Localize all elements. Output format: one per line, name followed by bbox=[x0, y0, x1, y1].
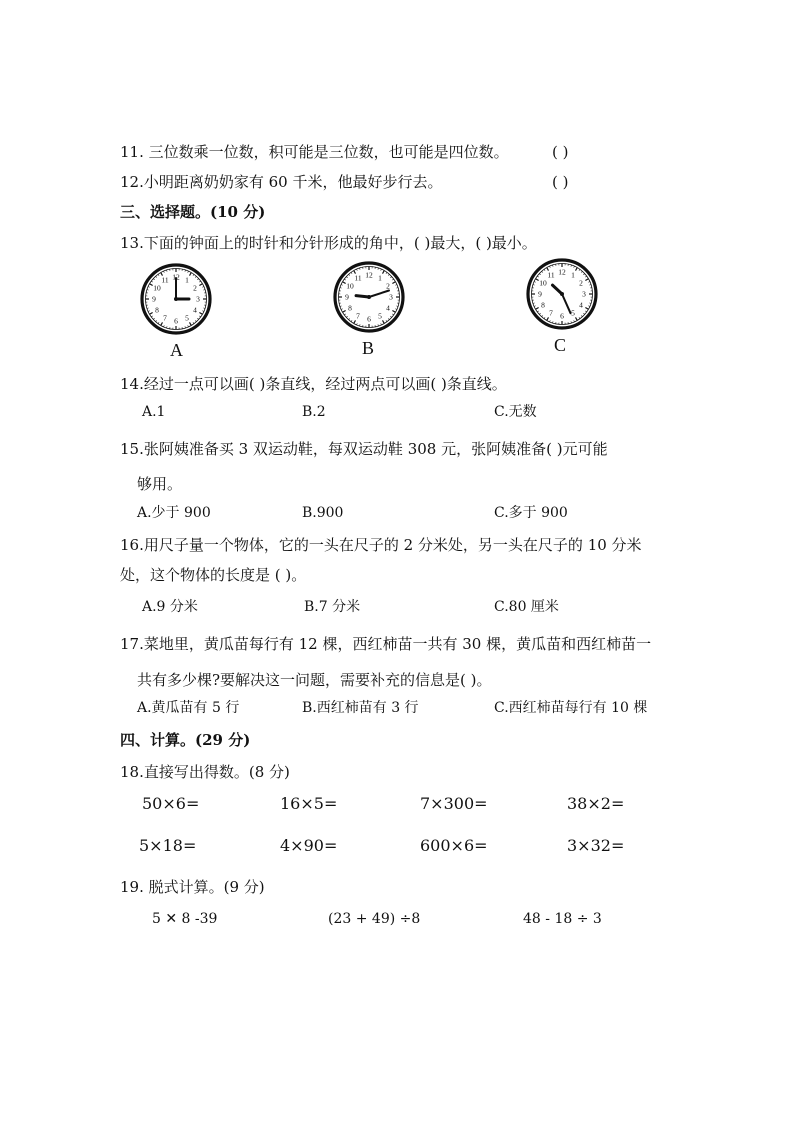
q16-option-c[interactable]: C.80 厘米 bbox=[494, 599, 559, 615]
q19-expression-3: 48 - 18 ÷ 3 bbox=[523, 911, 602, 927]
question-12: 12.小明距离奶奶家有 60 千米，他最好步行去。 bbox=[120, 173, 443, 191]
question-17-line-1: 17.菜地里，黄瓜苗每行有 12 棵，西红柿苗一共有 30 棵，黄瓜苗和西红柿苗一 bbox=[120, 635, 652, 653]
clock-numeral: 4 bbox=[386, 303, 390, 313]
clock-numeral: 2 bbox=[193, 283, 197, 293]
q18-item-1: 50×6= bbox=[142, 794, 200, 813]
clock-tick bbox=[199, 313, 202, 315]
q18-item-3: 7×300= bbox=[420, 794, 488, 813]
clock-tick bbox=[383, 271, 385, 274]
clock-tick bbox=[346, 277, 347, 278]
clock-tick bbox=[581, 271, 582, 272]
clock-c-label: C bbox=[554, 335, 567, 355]
clock-tick bbox=[349, 318, 350, 319]
clock-tick bbox=[539, 274, 540, 275]
clock-numeral: 6 bbox=[174, 316, 178, 326]
q18-item-2: 16×5= bbox=[280, 794, 338, 813]
clock-numeral: 8 bbox=[541, 300, 545, 310]
clock-numeral: 4 bbox=[193, 305, 197, 315]
clock-b-icon bbox=[333, 261, 405, 333]
clock-tick bbox=[197, 318, 198, 319]
clock-tick bbox=[574, 320, 575, 322]
clock-tick bbox=[351, 272, 352, 273]
clock-tick bbox=[542, 271, 543, 272]
clock-numeral: 11 bbox=[354, 273, 362, 283]
clock-tick bbox=[581, 315, 582, 316]
clock-tick bbox=[199, 281, 200, 282]
q17-option-a[interactable]: A.黄瓜苗有 5 行 bbox=[137, 700, 240, 716]
q14-option-a[interactable]: A.1 bbox=[142, 404, 166, 420]
clock-tick bbox=[574, 266, 575, 268]
clock-numeral: 9 bbox=[345, 292, 349, 302]
clock-tick bbox=[190, 273, 192, 276]
clock-numeral: 5 bbox=[378, 311, 382, 321]
clock-tick bbox=[195, 276, 196, 277]
question-13: 13.下面的钟面上的时针和分针形成的角中，( )最大，( )最小。 bbox=[120, 234, 537, 252]
clock-tick bbox=[164, 325, 165, 327]
question-14: 14.经过一点可以画( )条直线，经过两点可以画( )条直线。 bbox=[120, 375, 507, 393]
clock-tick bbox=[583, 274, 584, 275]
clock-center bbox=[174, 297, 178, 301]
clock-tick bbox=[343, 311, 346, 313]
clock-tick bbox=[388, 318, 389, 319]
clock-tick bbox=[193, 322, 194, 323]
q17-option-c[interactable]: C.西红柿苗每行有 10 棵 bbox=[494, 700, 648, 716]
question-17-line-2: 共有多少棵?要解决这一问题，需要补充的信息是( )。 bbox=[137, 671, 492, 689]
clock-tick bbox=[161, 322, 163, 325]
clock-numeral: 5 bbox=[571, 308, 575, 318]
clock-tick bbox=[390, 277, 391, 278]
clock-tick bbox=[341, 309, 343, 310]
question-15-line-1: 15.张阿姨准备买 3 双运动鞋，每双运动鞋 308 元，张阿姨准备( )元可能 bbox=[120, 440, 608, 458]
clock-tick bbox=[386, 320, 387, 321]
clock-tick bbox=[550, 266, 551, 268]
question-16-line-2: 处，这个物体的长度是 ( )。 bbox=[120, 566, 307, 584]
clock-tick bbox=[537, 311, 538, 312]
clock-numeral: 8 bbox=[348, 303, 352, 313]
clock-tick bbox=[190, 322, 192, 325]
q15-option-b[interactable]: B.900 bbox=[302, 505, 344, 521]
question-15-line-2: 够用。 bbox=[137, 475, 183, 493]
clock-tick bbox=[199, 284, 202, 286]
clock-tick bbox=[390, 316, 391, 317]
minute-hand bbox=[369, 291, 389, 297]
clock-tick bbox=[344, 279, 345, 280]
clock-tick bbox=[544, 269, 545, 270]
clock-tick bbox=[197, 279, 198, 280]
clock-numeral: 7 bbox=[163, 313, 167, 323]
clock-numeral: 10 bbox=[539, 278, 547, 288]
clock-tick bbox=[346, 316, 347, 317]
q15-option-c[interactable]: C.多于 900 bbox=[494, 505, 568, 521]
section-3-heading: 三、选择题。(10 分) bbox=[120, 203, 266, 221]
clock-tick bbox=[576, 268, 578, 271]
clock-tick bbox=[357, 323, 358, 325]
clock-tick bbox=[193, 274, 194, 275]
q19-expression-1: 5 ✕ 8 -39 bbox=[152, 911, 218, 927]
clock-numeral: 7 bbox=[549, 308, 553, 318]
q17-option-b[interactable]: B.西红柿苗有 3 行 bbox=[302, 700, 419, 716]
clock-tick bbox=[388, 274, 389, 275]
clock-tick bbox=[583, 313, 584, 314]
clock-tick bbox=[188, 271, 189, 273]
q16-option-a[interactable]: A.9 分米 bbox=[142, 599, 198, 615]
question-18-title: 18.直接写出得数。(8 分) bbox=[120, 763, 290, 781]
clock-tick bbox=[534, 282, 536, 283]
clock-tick bbox=[344, 314, 345, 315]
clock-tick bbox=[576, 317, 578, 320]
clock-numeral: 11 bbox=[547, 270, 555, 280]
clock-tick bbox=[542, 315, 543, 316]
q14-option-c[interactable]: C.无数 bbox=[494, 404, 537, 420]
q18-item-5: 5×18= bbox=[139, 836, 197, 855]
clock-tick bbox=[536, 279, 539, 281]
clock-tick bbox=[148, 287, 150, 288]
clock-numeral: 6 bbox=[367, 314, 371, 324]
clock-numeral: 3 bbox=[196, 294, 200, 304]
clock-tick bbox=[195, 320, 196, 321]
clock-tick bbox=[585, 308, 588, 310]
clock-numeral: 1 bbox=[378, 273, 382, 283]
clock-numeral: 1 bbox=[185, 275, 189, 285]
clock-tick bbox=[158, 274, 159, 275]
clock-tick bbox=[547, 317, 549, 320]
clock-tick bbox=[153, 318, 154, 319]
q16-option-b[interactable]: B.7 分米 bbox=[304, 599, 361, 615]
answer-blank-12[interactable]: ( ) bbox=[552, 173, 569, 191]
clock-tick bbox=[153, 279, 154, 280]
clock-tick bbox=[585, 279, 588, 281]
clock-tick bbox=[349, 274, 350, 275]
clock-center bbox=[367, 295, 371, 299]
clock-tick bbox=[354, 320, 356, 323]
clock-tick bbox=[395, 309, 397, 310]
clock-center bbox=[560, 292, 564, 296]
question-19-title: 19. 脱式计算。(9 分) bbox=[120, 878, 265, 896]
clock-numeral: 8 bbox=[155, 305, 159, 315]
clock-tick bbox=[148, 311, 150, 312]
clock-tick bbox=[585, 311, 586, 312]
clock-tick bbox=[381, 323, 382, 325]
clock-tick bbox=[156, 276, 157, 277]
question-11: 11. 三位数乘一位数，积可能是三位数，也可能是四位数。 bbox=[120, 143, 509, 161]
clock-numeral: 6 bbox=[560, 311, 564, 321]
clock-tick bbox=[537, 276, 538, 277]
clock-tick bbox=[158, 322, 159, 323]
clock-numeral: 12 bbox=[172, 272, 180, 282]
clock-numeral: 4 bbox=[579, 300, 583, 310]
answer-blank-11[interactable]: ( ) bbox=[552, 143, 569, 161]
clock-numeral: 2 bbox=[579, 278, 583, 288]
clock-numeral: 3 bbox=[389, 292, 393, 302]
clock-tick bbox=[534, 306, 536, 307]
clock-tick bbox=[188, 325, 189, 327]
clock-numeral: 1 bbox=[571, 270, 575, 280]
clock-tick bbox=[579, 269, 580, 270]
clock-numeral: 11 bbox=[161, 275, 169, 285]
clock-b-label: B bbox=[362, 338, 375, 358]
clock-tick bbox=[383, 320, 385, 323]
clock-tick bbox=[202, 287, 204, 288]
clock-tick bbox=[199, 316, 200, 317]
clock-tick bbox=[579, 317, 580, 318]
clock-tick bbox=[341, 285, 343, 286]
minute-hand bbox=[562, 294, 571, 313]
q19-expression-2: (23 + 49) ÷8 bbox=[328, 911, 421, 927]
clock-numeral: 2 bbox=[386, 281, 390, 291]
clock-numeral: 5 bbox=[185, 313, 189, 323]
clock-c-icon bbox=[526, 258, 598, 330]
clock-tick bbox=[151, 281, 152, 282]
q18-item-7: 600×6= bbox=[420, 836, 488, 855]
clock-tick bbox=[151, 316, 152, 317]
clock-tick bbox=[539, 313, 540, 314]
q18-item-4: 38×2= bbox=[567, 794, 625, 813]
clock-numeral: 3 bbox=[582, 289, 586, 299]
clock-tick bbox=[202, 311, 204, 312]
clock-tick bbox=[395, 285, 397, 286]
clock-tick bbox=[588, 282, 590, 283]
clock-tick bbox=[550, 320, 551, 322]
clock-numeral: 9 bbox=[152, 294, 156, 304]
clock-numeral: 10 bbox=[346, 281, 354, 291]
clock-a-icon bbox=[140, 263, 212, 335]
clock-tick bbox=[156, 320, 157, 321]
section-4-heading: 四、计算。(29 分) bbox=[120, 731, 251, 749]
clock-tick bbox=[544, 317, 545, 318]
clock-numeral: 9 bbox=[538, 289, 542, 299]
q18-item-6: 4×90= bbox=[280, 836, 338, 855]
clock-tick bbox=[536, 308, 539, 310]
clock-tick bbox=[386, 272, 387, 273]
clock-tick bbox=[357, 269, 358, 271]
clock-a-label: A bbox=[170, 340, 183, 360]
clock-tick bbox=[588, 306, 590, 307]
clock-tick bbox=[392, 311, 395, 313]
clock-tick bbox=[392, 279, 393, 280]
q18-item-8: 3×32= bbox=[567, 836, 625, 855]
clock-tick bbox=[351, 320, 352, 321]
clock-tick bbox=[585, 276, 586, 277]
clock-numeral: 10 bbox=[153, 283, 161, 293]
clock-numeral: 12 bbox=[365, 270, 373, 280]
q14-option-b[interactable]: B.2 bbox=[302, 404, 326, 420]
clock-tick bbox=[164, 271, 165, 273]
clock-numeral: 12 bbox=[558, 267, 566, 277]
clock-numeral: 7 bbox=[356, 311, 360, 321]
clock-tick bbox=[392, 314, 393, 315]
clock-tick bbox=[150, 313, 153, 315]
clock-tick bbox=[392, 282, 395, 284]
q15-option-a[interactable]: A.少于 900 bbox=[137, 505, 211, 521]
clock-tick bbox=[343, 282, 346, 284]
question-16-line-1: 16.用尺子量一个物体，它的一头在尺子的 2 分米处，另一头在尺子的 10 分米 bbox=[120, 536, 642, 554]
clock-tick bbox=[381, 269, 382, 271]
clock-tick bbox=[150, 284, 153, 286]
